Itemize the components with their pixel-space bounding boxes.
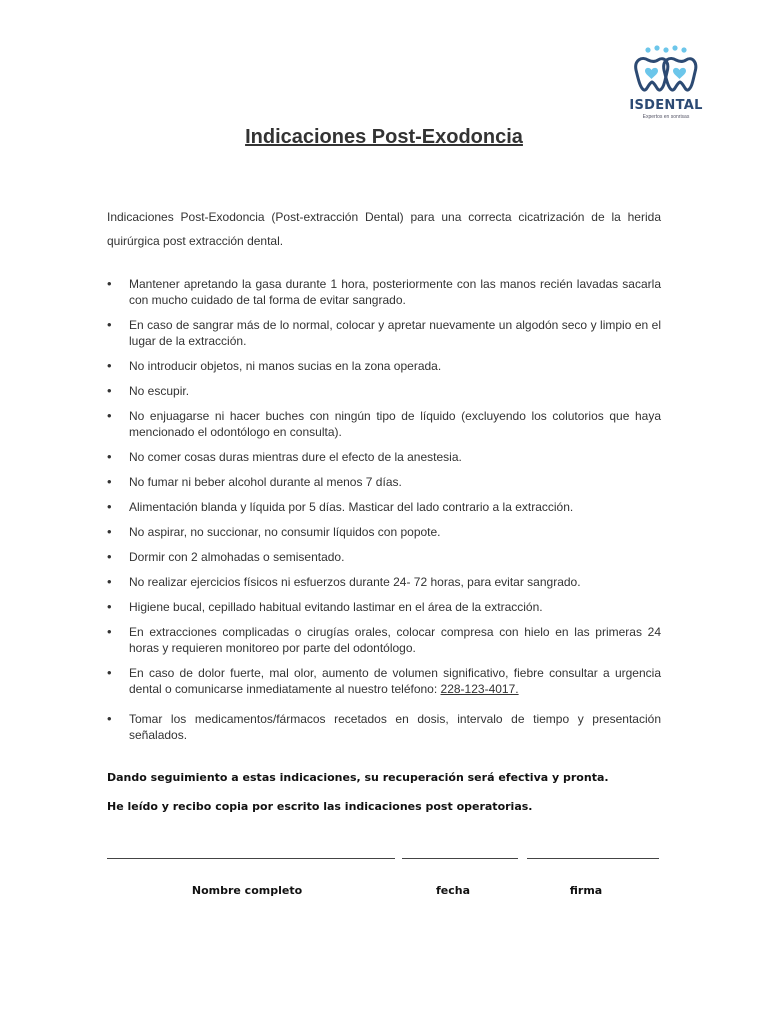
logo-name: ISDENTAL: [629, 98, 703, 113]
list-item-text: No fumar ni beber alcohol durante al menos 7 días.: [129, 475, 402, 489]
intro-paragraph: Indicaciones Post-Exodoncia (Post-extracción Dental) para una correcta cicatrización de la herida quirúrgica post extracción dental.: [107, 210, 661, 248]
bullet-icon: •: [107, 408, 112, 423]
list-item-text: No escupir.: [129, 384, 190, 398]
list-item: [107, 599, 661, 615]
instructions-list: [107, 276, 661, 752]
date-signature-line: [402, 858, 518, 859]
page-title: Indicaciones Post-Exodoncia: [245, 126, 523, 148]
closing-statement: Dando seguimiento a estas indicaciones, su recuperación será efectiva y pronta.: [107, 771, 609, 784]
bullet-icon: •: [107, 383, 112, 398]
list-item: [107, 358, 661, 374]
bullet-icon: •: [107, 574, 112, 589]
list-item-text: No realizar ejercicios físicos ni esfuerzos durante 24- 72 horas, para evitar sangrado.: [129, 575, 581, 589]
list-item-text: En caso de sangrar más de lo normal, colocar y apretar nuevamente un algodón seco y limpio en el lugar de la extracción.: [129, 318, 661, 348]
list-item-text: En extracciones complicadas o cirugías orales, colocar compresa con hielo en las primeras 24 horas y requieren monitoreo por parte del odontólogo.: [129, 625, 661, 655]
list-item: [107, 499, 661, 515]
list-item-text: Alimentación blanda y líquida por 5 días. Masticar del lado contrario a la extracción.: [129, 500, 574, 514]
list-item-text: Mantener apretando la gasa durante 1 hora, posteriormente con las manos recién lavadas sacarla con mucho cuidado de tal forma de evitar sangrado.: [129, 277, 661, 307]
logo-tagline: Expertos en sonrisas: [642, 114, 690, 120]
list-item: [107, 574, 661, 590]
acknowledgement-statement: He leído y recibo copia por escrito las indicaciones post operatorias.: [107, 800, 533, 813]
list-item: [107, 711, 661, 743]
bullet-icon: •: [107, 599, 112, 614]
date-label: fecha: [435, 884, 471, 897]
list-item-text: Dormir con 2 almohadas o semisentado.: [129, 550, 345, 564]
bullet-icon: •: [107, 474, 112, 489]
emergency-text: En caso de dolor fuerte, mal olor, aumento de volumen significativo, fiebre consultar a urgencia dental o comunicarse inmediatamente al nuestro teléfono:: [129, 666, 661, 696]
list-item-text: No enjuagarse ni hacer buches con ningún tipo de líquido (excluyendo los colutorios que haya mencionado el odontólogo en consulta).: [129, 409, 661, 439]
list-item-text: Tomar los medicamentos/fármacos recetados en dosis, intervalo de tiempo y presentación señalados.: [129, 712, 661, 742]
list-item-text: No comer cosas duras mientras dure el efecto de la anestesia.: [129, 450, 462, 464]
signature-line: [527, 858, 659, 859]
list-item-text: No introducir objetos, ni manos sucias en la zona operada.: [129, 359, 442, 373]
list-item: [107, 549, 661, 565]
phone-number: 228-123-4017.: [440, 682, 519, 696]
bullet-icon: •: [107, 276, 112, 291]
bullet-icon: •: [107, 449, 112, 464]
tooth-logo-icon: [624, 44, 708, 98]
bullet-icon: •: [107, 499, 112, 514]
bullet-icon: •: [107, 358, 112, 373]
list-item: [107, 317, 661, 349]
bullet-icon: •: [107, 624, 112, 639]
name-label: Nombre completo: [191, 884, 303, 897]
isdental-logo: [624, 44, 708, 126]
bullet-icon: •: [107, 665, 112, 680]
list-item: [107, 383, 661, 399]
bullet-icon: •: [107, 549, 112, 564]
bullet-icon: •: [107, 524, 112, 539]
list-item: [107, 474, 661, 490]
list-item-text: No aspirar, no succionar, no consumir líquidos con popote.: [129, 525, 441, 539]
list-item-text: Higiene bucal, cepillado habitual evitando lastimar en el área de la extracción.: [129, 600, 543, 614]
list-item: [107, 449, 661, 465]
list-item: [107, 276, 661, 308]
list-item: [107, 524, 661, 540]
name-signature-line: [107, 858, 395, 859]
signature-label: firma: [569, 884, 603, 897]
bullet-icon: •: [107, 317, 112, 332]
list-item: [107, 624, 661, 656]
bullet-icon: •: [107, 711, 112, 726]
list-item: [107, 408, 661, 440]
list-item-emergency: [107, 665, 661, 697]
